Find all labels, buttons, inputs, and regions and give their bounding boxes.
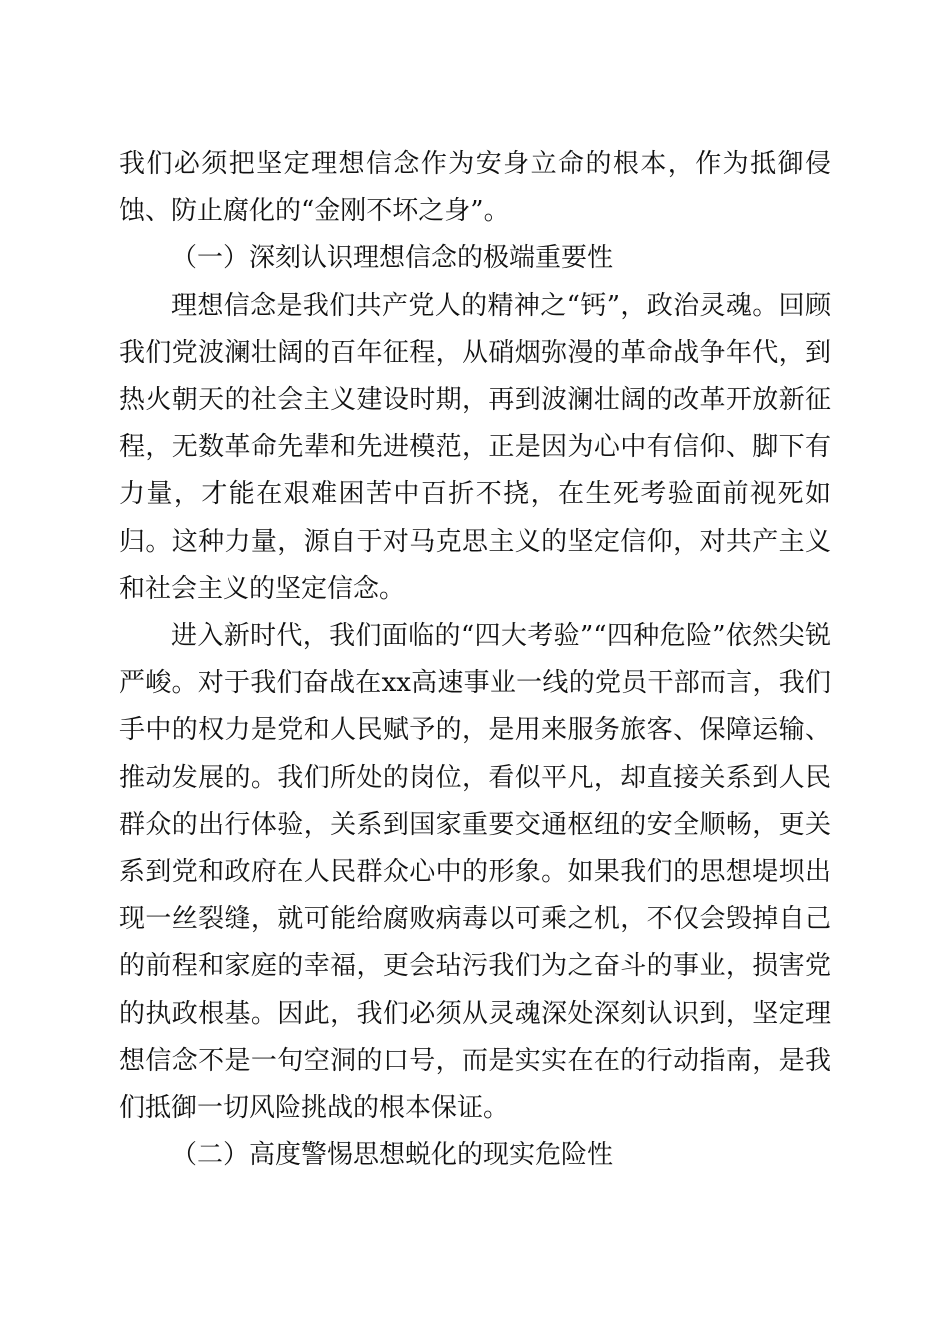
document-body	[119, 141, 831, 1179]
body-paragraph-3: 进入新时代，我们面临的“四大考验”“四种危险”依然尖锐严峻。对于我们奋战在xx高速事业一线的党员干部而言，我们手中的权力是党和人民赋予的，是用来服务旅客、保障运输、推动发展的。我们所处的岗位，看似平凡，却直接关系到人民群众的出行体验，关系到国家重要交通枢纽的安全顺畅，更关系到党和政府在人民群众心中的形象。如果我们的思想堤坝出现一丝裂缝，就可能给腐败病毒以可乘之机，不仅会毁掉自己的前程和家庭的幸福，更会玷污我们为之奋斗的事业，损害党的执政根基。因此，我们必须从灵魂深处深刻认识到，坚定理想信念不是一句空洞的口号，而是实实在在的行动指南，是我们抵御一切风险挑战的根本保证。	[119, 621, 831, 1124]
body-paragraph-1: 我们必须把坚定理想信念作为安身立命的根本，作为抵御侵蚀、防止腐化的“金刚不坏之身”。	[119, 149, 831, 227]
section-heading-2: （二）高度警惕思想蜕化的现实危险性	[171, 1140, 614, 1171]
section-heading-1: （一）深刻认识理想信念的极端重要性	[171, 243, 614, 274]
body-paragraph-2: 理想信念是我们共产党人的精神之“钙”，政治灵魂。回顾我们党波澜壮阔的百年征程，从硝烟弥漫的革命战争年代，到热火朝天的社会主义建设时期，再到波澜壮阔的改革开放新征程，无数革命先辈和先进模范，正是因为心中有信仰、脚下有力量，才能在艰难困苦中百折不挠，在生死考验面前视死如归。这种力量，源自于对马克思主义的坚定信仰，对共产主义和社会主义的坚定信念。	[119, 290, 831, 604]
